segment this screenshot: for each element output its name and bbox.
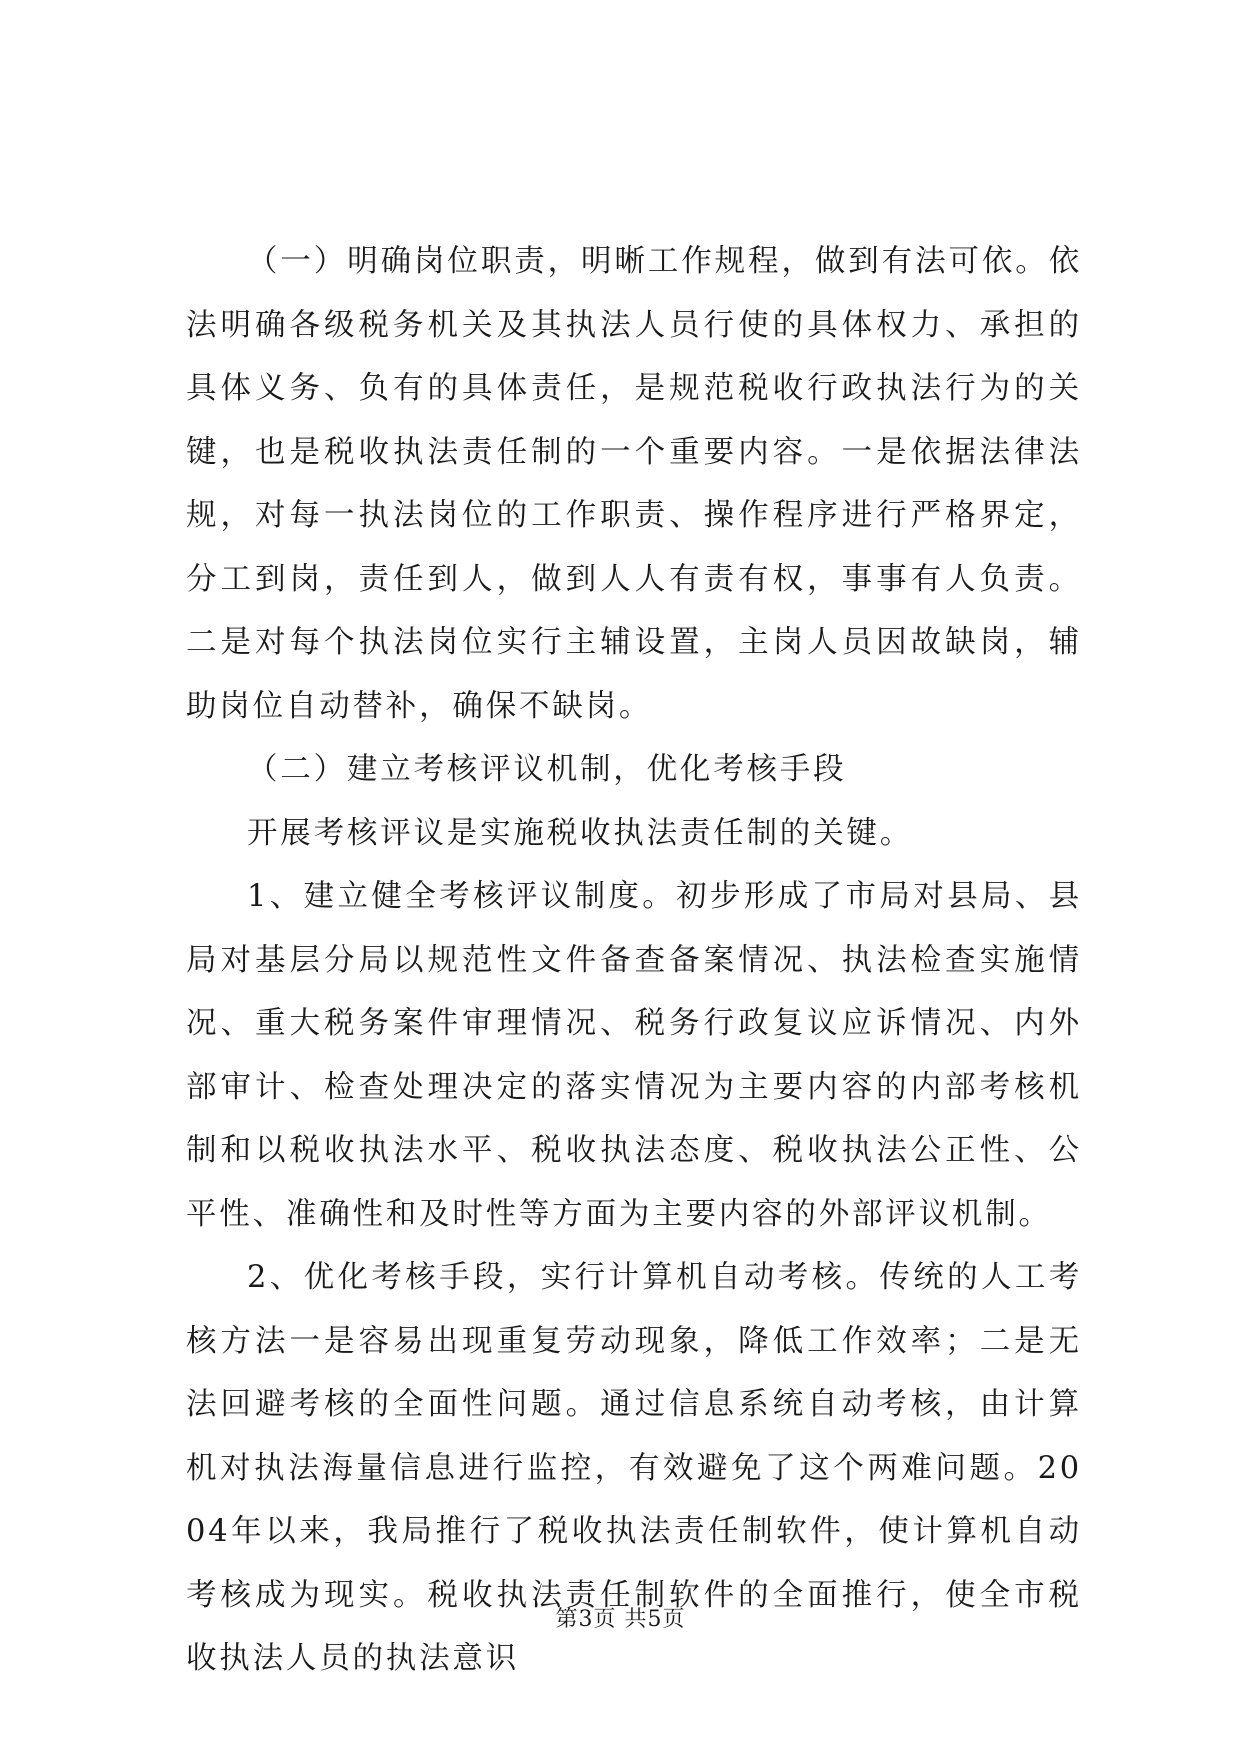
paragraph-evaluation-system: 1、建立健全考核评议制度。初步形成了市局对县局、县局对基层分局以规范性文件备查备案情况、执法检查实施情况、重大税务案件审理情况、税务行政复议应诉情况、内外部审计、检查处理决定的落实情况为主要内容的内部考核机制和以税收执法水平、税收执法态度、税收执法公正性、公平性、准确性和及时性等方面为主要内容的外部评议机制。 — [186, 879, 1082, 1232]
paragraph-computer-evaluation: 2、优化考核手段，实行计算机自动考核。传统的人工考核方法一是容易出现重复劳动现象，降低工作效率；二是无法回避考核的全面性问题。通过信息系统自动考核，由计算机对执法海量信息进行监控，有效避免了这个两难问题。2004年以来，我局推行了税收执法责任制软件，使计算机自动考核成为现实。税收执法责任制软件的全面推行，使全市税收执法人员的执法意识 — [186, 1260, 1082, 1676]
page-footer: 第3页 共5页 — [555, 1607, 686, 1632]
document-body — [186, 230, 1082, 1691]
section-heading-evaluation: （二）建立考核评议机制，优化考核手段 — [247, 752, 847, 787]
paragraph-evaluation-intro: 开展考核评议是实施税收执法责任制的关键。 — [247, 815, 913, 851]
paragraph-job-responsibilities: （一）明确岗位职责，明晰工作规程，做到有法可依。依法明确各级税务机关及其执法人员行使的具体权力、承担的具体义务、负有的具体责任，是规范税收行政执法行为的关键，也是税收执法责任制的一个重要内容。一是依据法律法规，对每一执法岗位的工作职责、操作程序进行严格界定，分工到岗，责任到人，做到人人有责有权，事事有人负责。二是对每个执法岗位实行主辅设置，主岗人员因故缺岗，辅助岗位自动替补，确保不缺岗。 — [186, 244, 1082, 724]
